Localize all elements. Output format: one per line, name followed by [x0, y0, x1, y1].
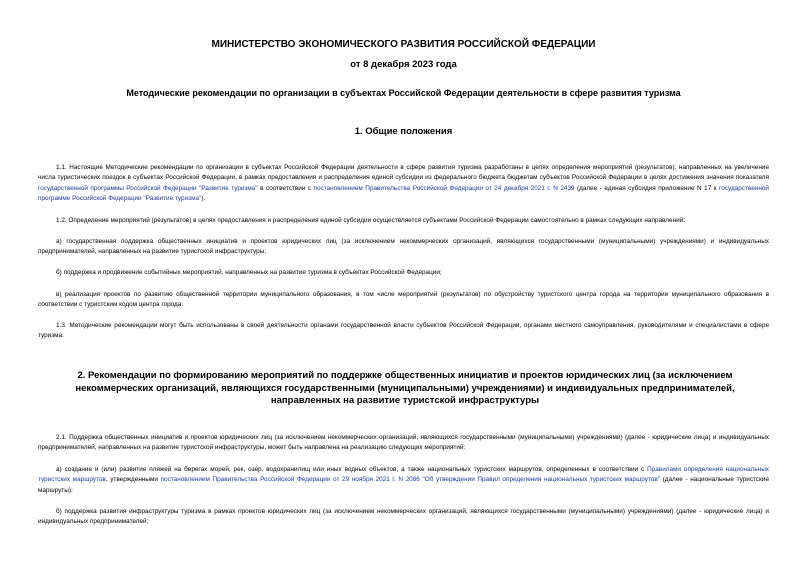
section-1-heading: 1. Общие положения — [354, 126, 453, 137]
paragraph-1-2-b: б) поддержка и продвижение событийных мероприятий, направленных на развитие туризма в субъектах Российской Федерации; — [56, 269, 442, 276]
link-tourism-program[interactable]: государственной программы Российской Федерации "Развитие туризма" — [38, 184, 258, 192]
paragraph-1-2-v: в) реализация проектов по развитию общественной территории муниципального образования, в том числе мероприятий (результатов) по обустройству туристского центра города на территории муниципального образования в соответствии с туристским кодом центра города. — [38, 291, 769, 309]
paragraph-2-1-a: а) создание и (или) развитие пляжей на берегах морей, рек, озер, водохранилищ или иных водных объектов, а также национальных туристских маршрутов, определенных в соответствии с Правилами определения национальных туристских маршрутов, утвержденными постановлением Правительства Российской Федерации от 29 ноября 2021 г. N 2086 "Об утверждении Правил определения национальных туристских маршрутов" (далее - национальные туристские маршруты); — [38, 466, 770, 494]
link-tourism-program-annex[interactable]: государственной программе Российской Федерации "Развитие туризма" — [38, 184, 769, 202]
link-government-decree-2439[interactable]: постановлением Правительства Российской Федерации от 24 декабря 2021 г. N 2439 — [313, 184, 575, 192]
paragraph-2-1: 2.1. Поддержка общественных инициатив и проектов юридических лиц (за исключением некоммерческих организаций, являющихся государственными (муниципальными) учреждениями) (далее - юридические лица) и индивидуальных предпринимателей, направленных на развитие туристской инфраструктуры, может быть направлена на реализацию следующих мероприятий: — [38, 434, 769, 452]
link-national-routes-rules[interactable]: Правилами определения национальных туристских маршрутов — [38, 466, 770, 484]
paragraph-1-2-a: а) государственная поддержка общественных инициатив и проектов юридических лиц (за исключением некоммерческих организаций, являющихся государственными (муниципальными) учреждениями) и индивидуальных предпринимателей, направленных на развитие туристской инфраструктуры; — [38, 238, 769, 256]
ministry-name: МИНИСТЕРСТВО ЭКОНОМИЧЕСКОГО РАЗВИТИЯ РОССИЙСКОЙ ФЕДЕРАЦИИ — [211, 39, 596, 50]
paragraph-1-3: 1.3. Методические рекомендации могут быть использованы в своей деятельности органами государственной власти субъектов Российской Федерации, органами местного самоуправления, руководителями и специалистами в сфере туризма. — [38, 322, 769, 340]
paragraph-1-1: 1.1. Настоящие Методические рекомендации по организации в субъектах Российской Федерации деятельности в сфере развития туризма разработаны в целях определения мероприятий (результатов), направленных на увеличение числа туристических поездок в субъектах Российской Федерации, в рамках предоставления и распределения единой субсидии из федерального бюджета бюджетам субъектов Российской Федерации в целях достижения значения показателя государственной программы Российской Федерации "Развитие туризма" в соответствии с постановлением Правительства Российской Федерации от 24 декабря 2021 г. N 2439 (далее - единая субсидия приложение N 17 к государственной программе Российской Федерации "Развитие туризма"). — [38, 164, 769, 202]
document-date: от 8 декабря 2023 года — [350, 59, 457, 70]
paragraph-1-2: 1.2. Определение мероприятий (результатов) в целях предоставления и распределения единой субсидии осуществляется субъектами Российской Федерации самостоятельно в рамках следующих направлений: — [56, 217, 686, 224]
section-2-heading: 2. Рекомендации по формированию мероприятий по поддержке общественных инициатив и проектов юридических лиц (за исключением некоммерческих организаций, являющихся государственными (муниципальными) учреждениями) и индивидуальных предпринимателей, направленных на развитие туристской инфраструктуры — [75, 370, 735, 406]
paragraph-2-1-b: б) поддержка развития инфраструктуры туризма в рамках проектов юридических лиц (за исключением некоммерческих организаций, являющихся государственными (муниципальными) учреждениями) (далее - юридические лица) и индивидуальных предпринимателей; — [38, 508, 769, 526]
link-government-decree-2086[interactable]: постановлением Правительства Российской Федерации от 29 ноября 2021 г. N 2086 "Об утверждении Правил определения национальных туристских маршрутов" — [160, 476, 660, 484]
document-title: Методические рекомендации по организации в субъектах Российской Федерации деятельности в сфере развития туризма — [126, 88, 681, 98]
